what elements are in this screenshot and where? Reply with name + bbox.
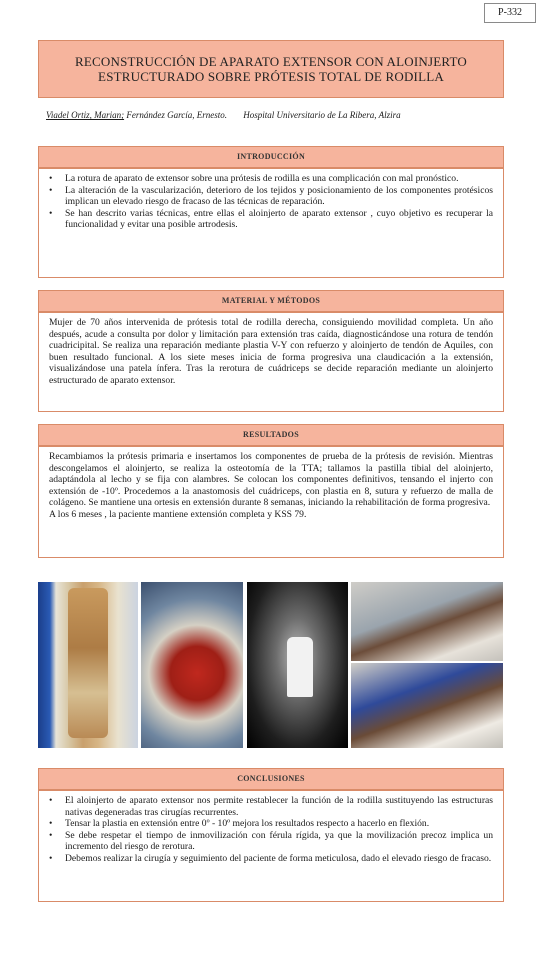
resultados-text: Recambiamos la prótesis primaria e insertamos los componentes de prueba de la prótesis de revisión. Mientras descongelamos el aloinjerto, se realiza la osteotomía de la TTA; tallamos la pastilla tibial del aloinjerto, adaptándola al lecho y se fija con alambres. Se colocan los componentes definitivos, tensando el injerto con extensión de -10º. Procedemos a la anastomosis del cuádriceps, con plastia en 8, sutura y refuerzo de malla de colágeno. Se mantiene una ortesis en extensión durante 8 semanas, iniciando la rehabilitación de forma progresiva. bbox=[49, 451, 493, 509]
intro-bullet-2: • La alteración de la vascularización, deterioro de los tejidos y posicionamiento de los componentes protésicos implican un elevado riesgo de fracaso de las técnicas de reparación. bbox=[49, 185, 493, 208]
material-body bbox=[38, 312, 504, 412]
patient-extension-photo-2 bbox=[351, 663, 503, 748]
conclusion-bullet-4: • Debemos realizar la cirugía y seguimiento del paciente de forma meticulosa, dado el elevado riesgo de fracaso. bbox=[49, 853, 493, 865]
intro-bullet-1: • La rotura de aparato de extensor sobre una prótesis de rodilla es una complicación con mal pronóstico. bbox=[49, 173, 493, 185]
resultados-body bbox=[38, 446, 504, 558]
resultados-heading: RESULTADOS bbox=[38, 424, 504, 446]
authors-line bbox=[46, 110, 506, 120]
patient-extension-photo-1 bbox=[351, 582, 503, 661]
material-text: Mujer de 70 años intervenida de prótesis total de rodilla derecha, consiguiendo movilidad completa. Un año después, acude a consulta por dolor y limitación para extensión tras caída, diagnosticándose una rotura de tendón cuadricipital. Se realiza una reparación mediante plastia V-Y con refuerzo y aloinjerto de tendón de Aquiles, con buen resultado funcional. A los siete meses inicia de forma progresiva una claudicación a la extensión, visualizándose una patela ínfera. Tras la rerotura de cuádriceps se decide reparación mediante un aloinjerto estructurado de aparato extensor. bbox=[49, 317, 493, 386]
intro-bullet-3: • Se han descrito varias técnicas, entre ellas el aloinjerto de aparato extensor , cuyo objetivo es recuperar la funcionalidad y evitar una posible artrodesis. bbox=[49, 208, 493, 231]
title-line-1: RECONSTRUCCIÓN DE APARATO EXTENSOR CON ALOINJERTO bbox=[75, 54, 467, 69]
author-2: Fernández García, Ernesto. bbox=[126, 110, 227, 120]
hospital: Hospital Universitario de La Ribera, Alzira bbox=[243, 110, 401, 120]
resultados-final: A los 6 meses , la paciente mantiene extensión completa y KSS 79. bbox=[49, 508, 307, 520]
conclusion-bullet-3: • Se debe respetar el tiempo de inmovilización con férula rígida, ya que la movilización precoz implica un incremento del riesgo de rerotura. bbox=[49, 830, 493, 853]
conclusiones-body bbox=[38, 790, 504, 902]
conclusiones-list bbox=[49, 795, 493, 865]
title-line-2: ESTRUCTURADO SOBRE PRÓTESIS TOTAL DE RODILLA bbox=[98, 69, 444, 84]
xray-image bbox=[247, 582, 348, 748]
material-heading: MATERIAL Y MÉTODOS bbox=[38, 290, 504, 312]
allograft-photo bbox=[38, 582, 138, 748]
intro-body bbox=[38, 168, 504, 278]
intro-list bbox=[49, 173, 493, 231]
poster-code: P-332 bbox=[484, 3, 536, 23]
surgery-photo bbox=[141, 582, 243, 748]
conclusiones-heading: CONCLUSIONES bbox=[38, 768, 504, 790]
author-1: Viadel Ortiz, Marian; bbox=[46, 110, 125, 120]
intro-heading: INTRODUCCIÓN bbox=[38, 146, 504, 168]
poster-title bbox=[75, 54, 467, 84]
conclusion-bullet-1: • El aloinjerto de aparato extensor nos permite restablecer la función de la rodilla sustituyendo las estructuras nativas degeneradas tras cirugías recurrentes. bbox=[49, 795, 493, 818]
conclusion-bullet-2: • Tensar la plastia en extensión entre 0º - 10º mejora los resultados respecto a hacerlo en flexión. bbox=[49, 818, 493, 830]
poster-title-box bbox=[38, 40, 504, 98]
